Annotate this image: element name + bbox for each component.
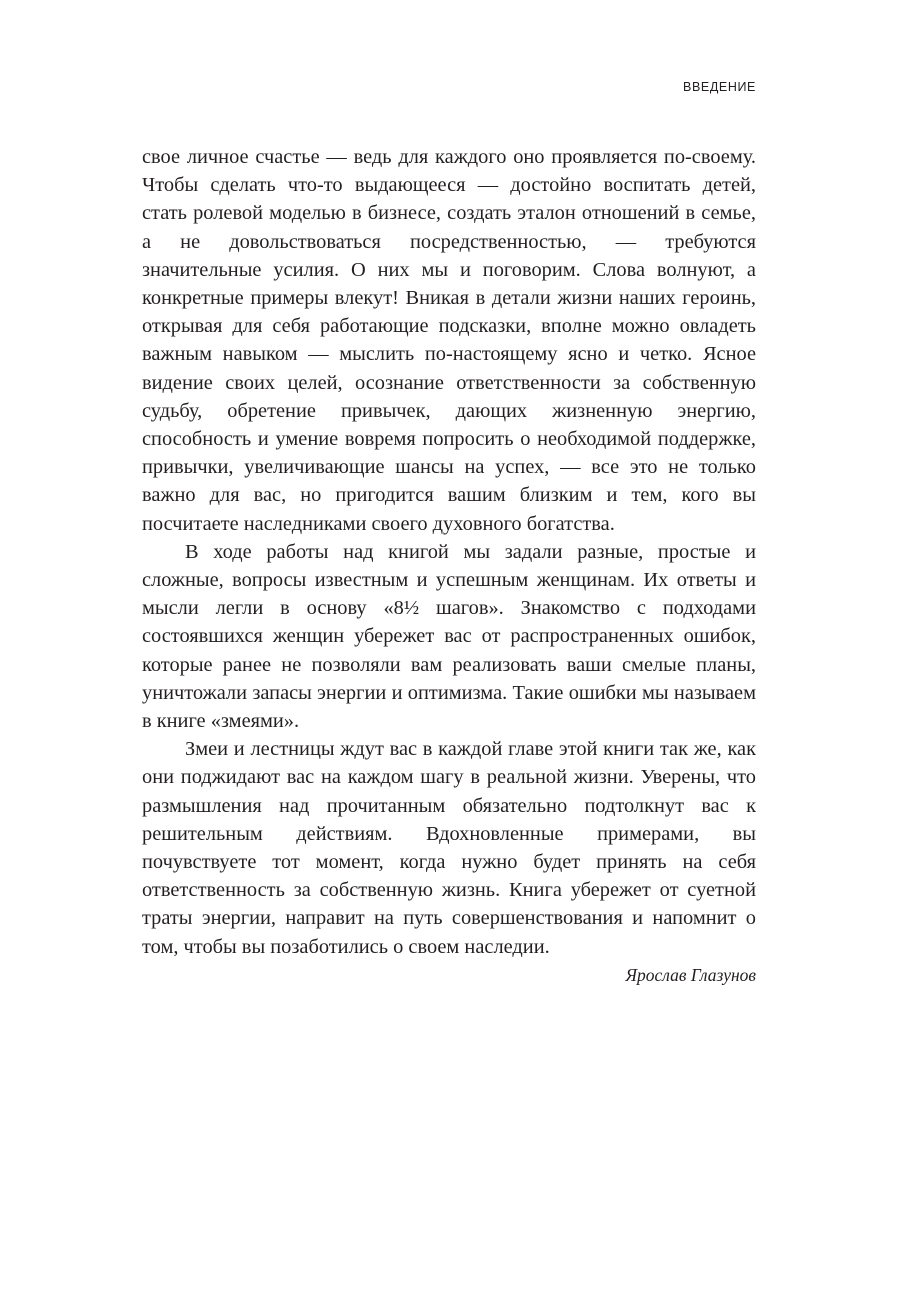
running-head: ВВЕДЕНИЕ — [683, 80, 756, 94]
author-signature: Ярослав Глазунов — [625, 964, 756, 985]
paragraph-2: В ходе работы над книгой мы задали разные, простые и сложные, вопросы известным и успешным женщинам. Их ответы и мысли легли в основу «8½ шагов». Знакомство с подходами состоявшихся женщин убережет вас от распространенных ошибок, которые ранее не позволяли вам реализовать ваши смелые планы, уничтожали запасы энергии и оптимизма. Такие ошибки мы называем в книге «змеями». — [142, 540, 756, 733]
body-text — [142, 143, 756, 988]
paragraph-3: Змеи и лестницы ждут вас в каждой главе этой книги так же, как они поджидают вас на каждом шагу в реальной жизни. Уверены, что размышления над прочитанным обязательно подтолкнут вас к решительным действиям. Вдохновленные примерами, вы почувствуете тот момент, когда нужно будет принять на себя ответственность за собственную жизнь. Книга убережет от суетной траты энергии, направит на путь совершенствования и напомнит о том, чтобы вы позаботились о своем наследии. — [142, 738, 756, 958]
paragraph-1: свое личное счастье — ведь для каждого оно проявляется по-своему. Чтобы сделать что-то выдающееся — достойно воспитать детей, стать ролевой моделью в бизнесе, создать эталон отношений в семье, а не довольствоваться посредственностью, — требуются значительные усилия. О них мы и поговорим. Слова волнуют, а конкретные примеры влекут! Вникая в детали жизни наших героинь, открывая для себя работающие подсказки, вполне можно овладеть важным навыком — мыслить по-настоящему ясно и четко. Ясное видение своих целей, осознание ответственности за собственную судьбу, обретение привычек, дающих жизненную энергию, способность и умение вовремя попросить о необходимой поддержке, привычки, увеличивающие шансы на успех, — все это не только важно для вас, но пригодится вашим близким и тем, кого вы посчитаете наследниками своего духовного богатства. — [142, 146, 756, 535]
